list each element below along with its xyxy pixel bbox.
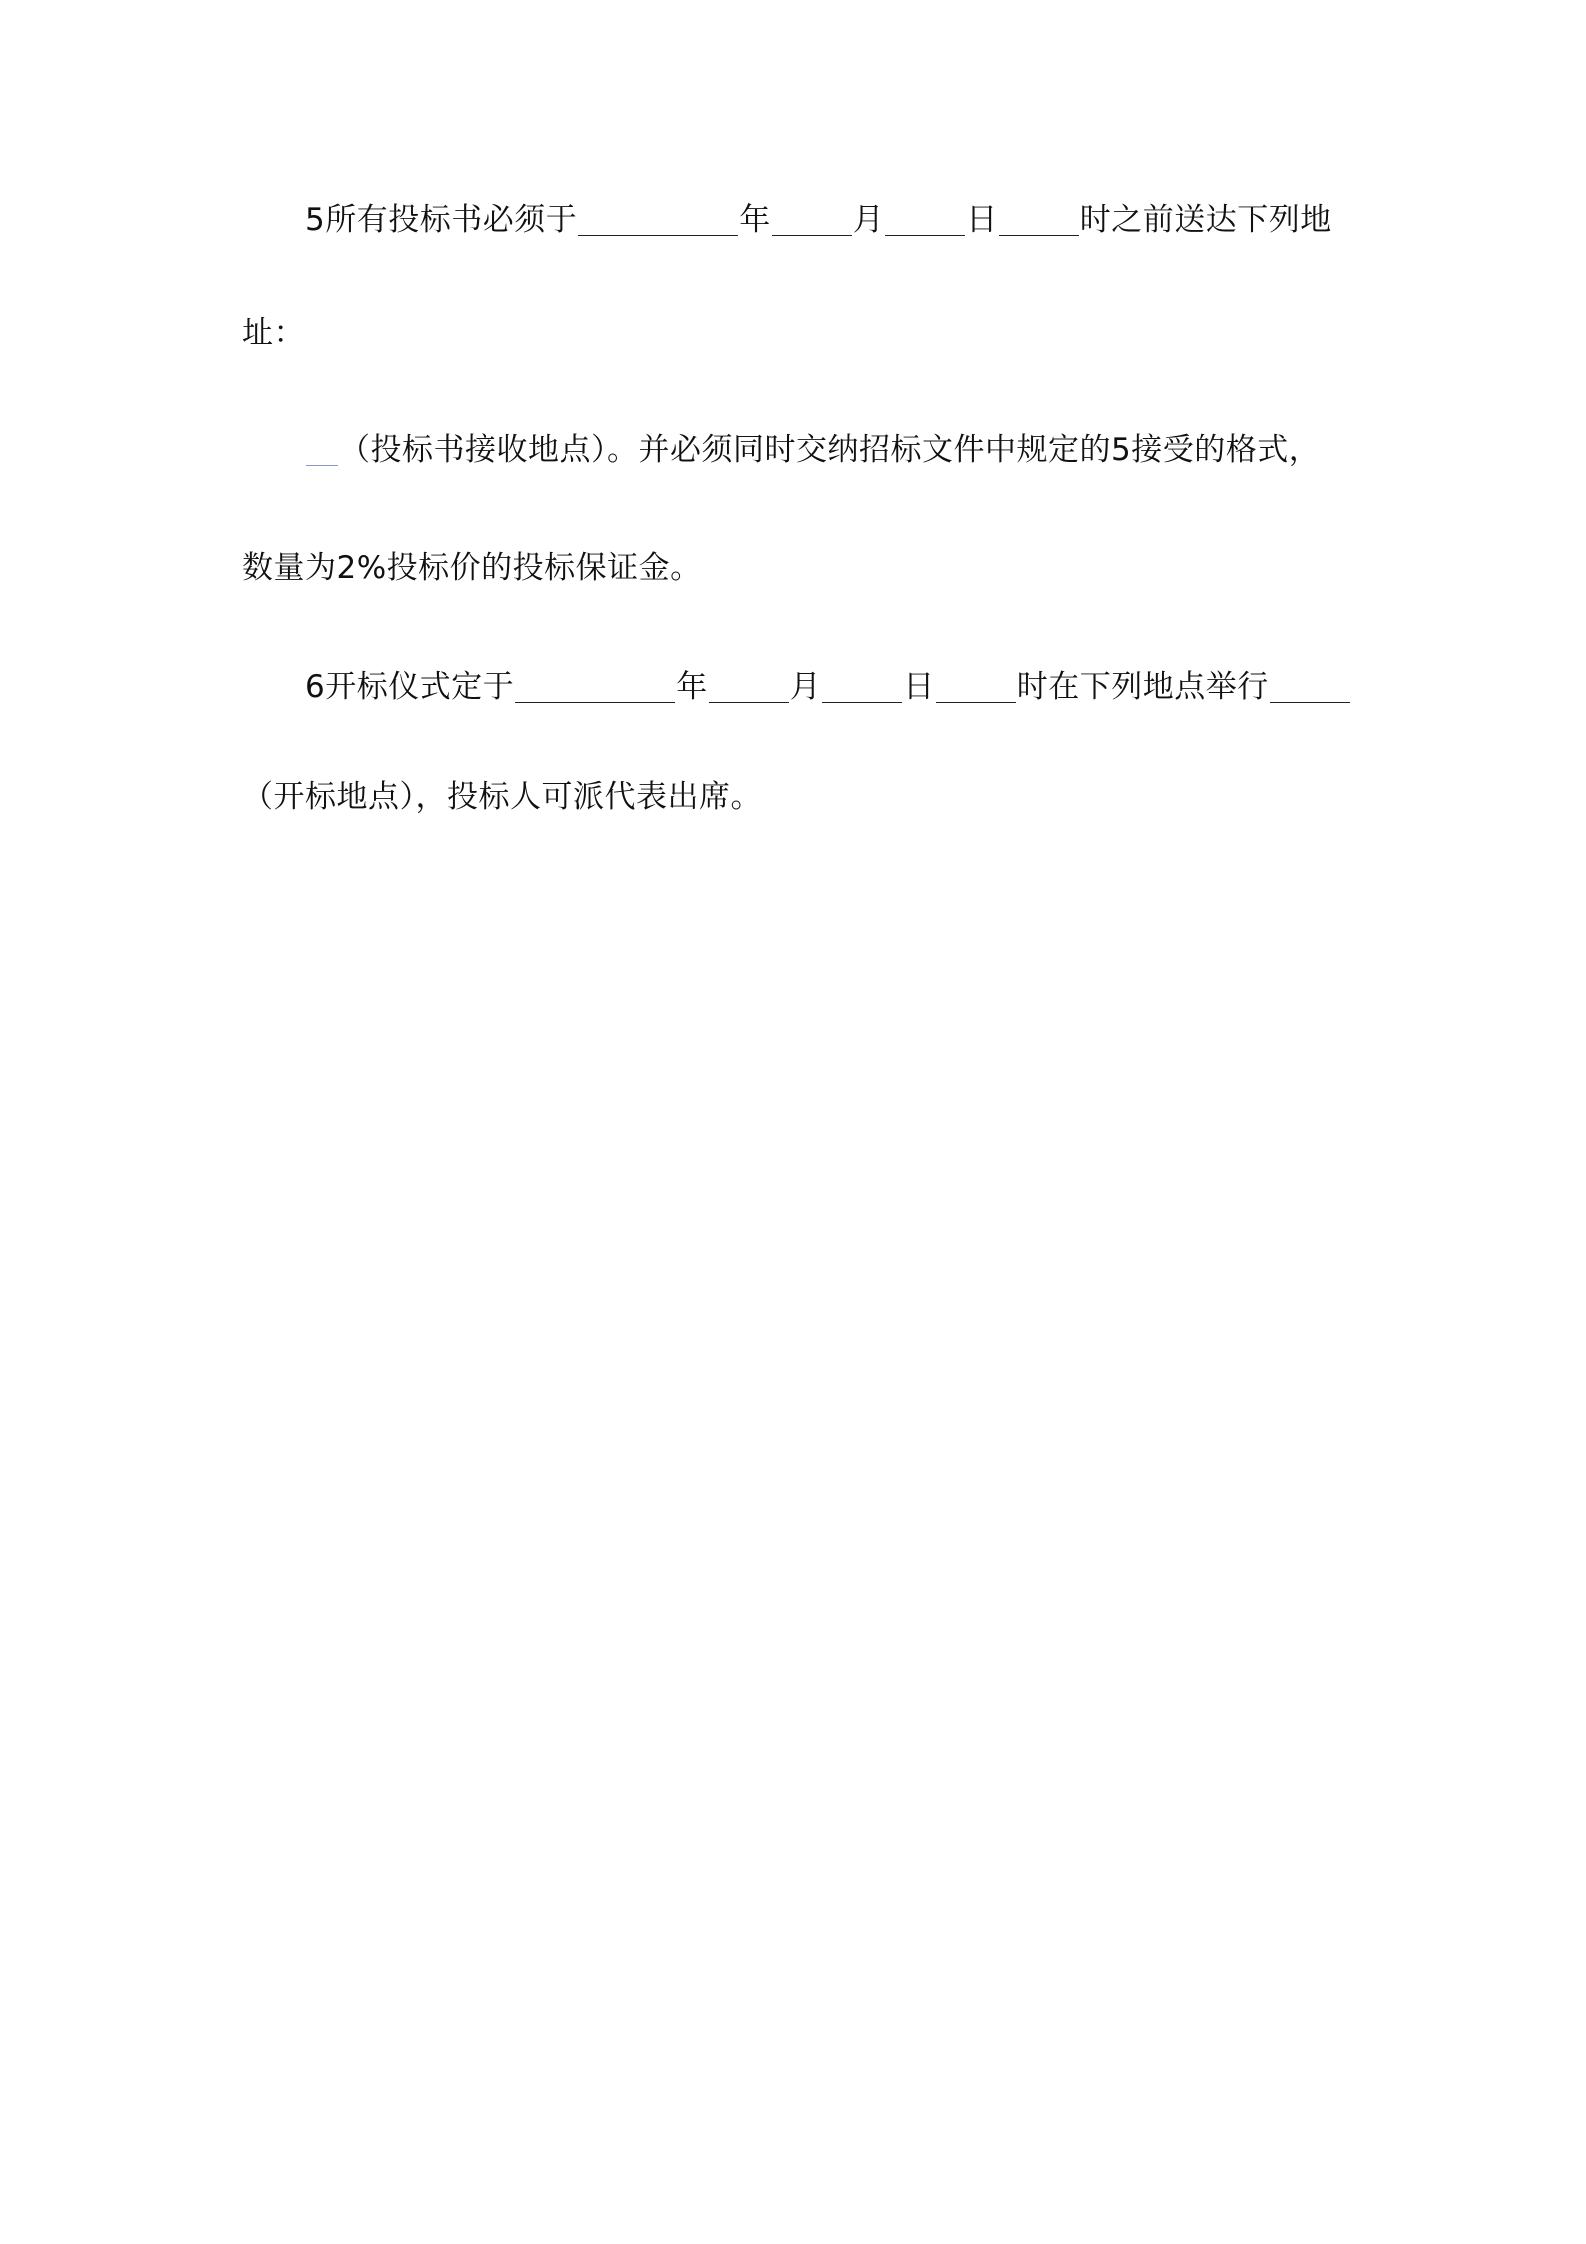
clause-5-suffix: 时之前送达下列地: [1079, 202, 1332, 238]
year-label: 年: [739, 202, 771, 238]
venue-blank: [1270, 672, 1350, 703]
month-label: 月: [789, 669, 822, 705]
clause-6-line-2: [242, 777, 762, 817]
hour-blank: [936, 672, 1016, 703]
clause-6-prefix: 6开标仪式定于: [305, 669, 515, 705]
month-blank: [772, 205, 852, 236]
clause-6-continuation: （开标地点），投标人可派代表出席。: [242, 779, 762, 815]
clause-5-prefix: 5所有投标书必须于: [305, 202, 578, 238]
year-blank: [578, 205, 738, 236]
clause-5-line-4: [242, 548, 702, 588]
month-blank: [709, 672, 789, 703]
clause-5-line-1: [305, 200, 1332, 240]
clause-5-line-3: [305, 430, 1320, 470]
clause-6-suffix: 时在下列地点举行: [1016, 669, 1269, 705]
bid-bond-text: 数量为2%投标价的投标保证金。: [242, 550, 702, 586]
year-blank: [515, 672, 675, 703]
day-label: 日: [903, 669, 935, 705]
hour-blank: [999, 205, 1079, 236]
clause-6-line-1: [305, 667, 1351, 707]
clause-5-continuation: 址：: [242, 315, 305, 351]
clause-5-line-2: [242, 313, 305, 353]
day-blank: [885, 205, 965, 236]
location-blank: [306, 435, 338, 466]
day-blank: [822, 672, 902, 703]
year-label: 年: [676, 669, 708, 705]
receiving-location-note: （投标书接收地点）。并必须同时交纳招标文件中规定的5接受的格式，: [339, 432, 1321, 468]
month-label: 月: [852, 202, 885, 238]
day-label: 日: [966, 202, 998, 238]
